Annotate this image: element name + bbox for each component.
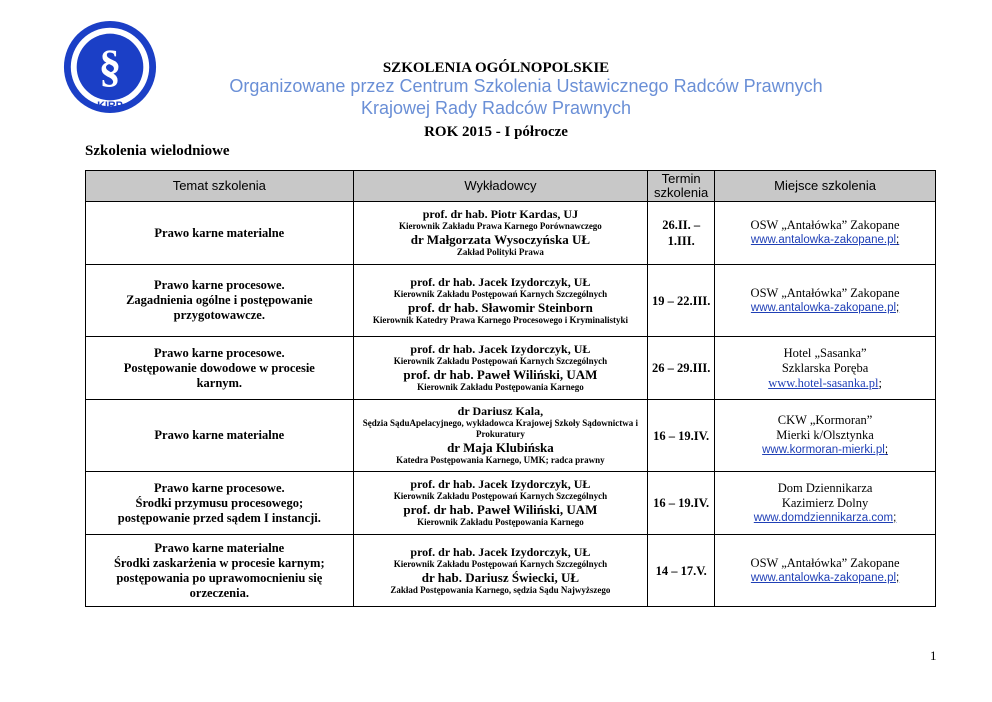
topic-line: Prawo karne materialne — [154, 540, 285, 555]
link-text[interactable]: www.antalowka-zakopane.pl — [750, 234, 897, 246]
table-row — [86, 265, 936, 337]
link-separator: ; — [896, 301, 900, 314]
place-cell — [715, 202, 936, 265]
topic-cell — [86, 472, 354, 535]
header-lecturers: Wykładowcy — [353, 171, 648, 202]
header-term: Termin szkolenia — [648, 171, 715, 202]
topic-line: postępowania po uprawomocnieniu się — [116, 570, 323, 585]
place-website-link[interactable] — [717, 511, 933, 526]
term-line: 19 – 22.III. — [651, 293, 711, 308]
link-text[interactable]: www.antalowka-zakopane.pl — [750, 571, 897, 584]
term-cell — [648, 337, 715, 400]
training-table — [85, 170, 936, 607]
topic-line: Prawo karne procesowe. — [153, 345, 285, 360]
topic-line: orzeczenia. — [189, 585, 249, 600]
term-cell — [648, 472, 715, 535]
place-cell — [715, 400, 936, 472]
place-website-link[interactable] — [717, 301, 933, 316]
topic-line: Postępowanie dowodowe w procesie — [123, 360, 315, 375]
lecturer-affiliation: Kierownik Zakładu Prawa Karnego Porównawczego — [398, 221, 602, 231]
place-website-link[interactable] — [717, 571, 933, 586]
link-separator: ; — [884, 444, 889, 456]
page-title: SZKOLENIA OGÓLNOPOLSKIE — [382, 60, 610, 76]
lecturer-affiliation: Kierownik Zakładu Postępowań Karnych Szczególnych — [393, 491, 608, 501]
lecturers-cell — [353, 472, 648, 535]
term-cell — [648, 265, 715, 337]
lecturer-name: dr Dariusz Kala, — [457, 404, 544, 418]
lecturers-cell — [353, 202, 648, 265]
term-line: 26.II. – — [662, 218, 701, 232]
topic-cell — [86, 400, 354, 472]
page-number: 1 — [930, 648, 937, 663]
table-row — [86, 202, 936, 265]
lecturer-affiliation: Katedra Postępowania Karnego, UMK; radca prawny — [396, 455, 605, 465]
place-line: OSW „Antałówka” Zakopane — [750, 218, 900, 232]
place-line: Hotel „Sasanka” — [783, 345, 867, 360]
lecturer-affiliation: Sędzia SąduApelacyjnego, wykładowca Krajowej Szkoły Sądownictwa i Prokuratury — [362, 418, 639, 439]
lecturer-affiliation: Kierownik Katedry Prawa Karnego Procesowego i Kryminalistyki — [372, 314, 628, 325]
link-text[interactable]: www.hotel-sasanka.pl — [768, 375, 879, 390]
link-text[interactable]: www.antalowka-zakopane.pl — [750, 301, 897, 314]
lecturer-affiliation: Kierownik Zakładu Postępowania Karnego — [417, 382, 584, 392]
lecturer-name: prof. dr hab. Paweł Wiliński, UAM — [403, 367, 598, 382]
place-line: OSW „Antałówka” Zakopane — [750, 555, 900, 570]
place-website-link[interactable] — [717, 443, 933, 458]
lecturers-cell — [353, 337, 648, 400]
lecturer-name: prof. dr hab. Sławomir Steinborn — [407, 299, 593, 315]
link-separator: ; — [878, 375, 882, 390]
lecturer-name: dr hab. Dariusz Świecki, UŁ — [421, 569, 580, 585]
term-line: 14 – 17.V. — [655, 563, 707, 578]
place-cell — [715, 535, 936, 607]
topic-line: Prawo karne materialne — [154, 428, 285, 442]
table-row — [86, 535, 936, 607]
lecturer-name: prof. dr hab. Jacek Izydorczyk, UŁ — [410, 477, 591, 491]
lecturer-affiliation: Kierownik Zakładu Postępowań Karnych Szczególnych — [393, 356, 608, 366]
lecturers-cell — [353, 535, 648, 607]
lecturer-affiliation: Kierownik Zakładu Postępowań Karnych Szczególnych — [393, 558, 608, 569]
place-cell — [715, 337, 936, 400]
lecturer-affiliation: Zakład Postępowania Karnego, sędzia Sądu Najwyższego — [390, 584, 611, 595]
lecturer-name: dr Maja Klubińska — [447, 440, 554, 455]
lecturers-cell — [353, 400, 648, 472]
lecturer-affiliation: Zakład Polityki Prawa — [456, 247, 544, 257]
table-header-row — [86, 171, 936, 202]
header-place: Miejsce szkolenia — [715, 171, 936, 202]
paragraph-symbol: § — [98, 41, 122, 92]
place-line: OSW „Antałówka” Zakopane — [750, 285, 900, 300]
organizer-line-2: Krajowej Rady Radców Prawnych — [360, 98, 632, 118]
term-line: 26 – 29.III. — [651, 361, 711, 375]
place-cell — [715, 472, 936, 535]
place-line: CKW „Kormoran” — [777, 413, 873, 427]
topic-line: Prawo karne materialne — [154, 225, 285, 240]
lecturer-affiliation: Kierownik Zakładu Postępowania Karnego — [417, 517, 584, 527]
topic-line: Prawo karne procesowe. — [153, 278, 285, 292]
link-text[interactable]: www.kormoran-mierki.pl — [762, 444, 885, 456]
topic-cell — [86, 535, 354, 607]
table-row — [86, 400, 936, 472]
table-row — [86, 472, 936, 535]
place-website-link[interactable] — [717, 233, 933, 248]
link-separator: ; — [893, 511, 897, 524]
header-topic: Temat szkolenia — [86, 171, 354, 202]
topic-line: Prawo karne procesowe. — [153, 480, 285, 495]
topic-line: postępowanie przed sądem I instancji. — [117, 510, 321, 525]
topic-line: przygotowawcze. — [173, 308, 265, 322]
place-cell — [715, 265, 936, 337]
lecturer-name: prof. dr hab. Paweł Wiliński, UAM — [403, 502, 598, 517]
organizer-line-1: Organizowane przez Centrum Szkolenia Ustawicznego Radców Prawnych — [229, 76, 823, 96]
lecturers-cell — [353, 265, 648, 337]
topic-line: karnym. — [196, 375, 243, 390]
term-cell — [648, 535, 715, 607]
lecturer-name: dr Małgorzata Wysoczyńska UŁ — [410, 232, 591, 247]
lecturer-name: prof. dr hab. Jacek Izydorczyk, UŁ — [410, 544, 591, 559]
term-line: 16 – 19.IV. — [653, 496, 710, 510]
topic-cell — [86, 337, 354, 400]
place-website-link[interactable] — [717, 376, 933, 391]
term-cell — [648, 400, 715, 472]
topic-cell — [86, 202, 354, 265]
term-line: 1.III. — [667, 234, 695, 248]
place-line: Mierki k/Olsztynka — [776, 428, 874, 442]
lecturer-name: prof. dr hab. Jacek Izydorczyk, UŁ — [410, 342, 591, 356]
link-text[interactable]: www.domdziennikarza.com — [753, 511, 894, 524]
link-separator: ; — [896, 571, 900, 584]
place-line: Szklarska Poręba — [781, 360, 869, 375]
period-title: ROK 2015 - I półrocze — [424, 124, 568, 140]
topic-line: Środki przymusu procesowego; — [135, 495, 304, 510]
link-separator: ; — [896, 234, 900, 246]
term-line: 16 – 19.IV. — [653, 428, 710, 443]
lecturer-affiliation: Kierownik Zakładu Postępowań Karnych Szczególnych — [393, 288, 608, 299]
table-row — [86, 337, 936, 400]
topic-cell — [86, 265, 354, 337]
topic-line: Środki zaskarżenia w procesie karnym; — [113, 555, 325, 570]
logo-text: KIRP — [97, 100, 123, 113]
place-line: Dom Dziennikarza — [777, 480, 873, 495]
lecturer-name: prof. dr hab. Jacek Izydorczyk, UŁ — [410, 274, 591, 289]
term-cell — [648, 202, 715, 265]
lecturer-name: prof. dr hab. Piotr Kardas, UJ — [422, 207, 579, 221]
topic-line: Zagadnienia ogólne i postępowanie — [126, 293, 313, 307]
section-title: Szkolenia wielodniowe — [85, 143, 230, 159]
place-line: Kazimierz Dolny — [781, 495, 869, 510]
